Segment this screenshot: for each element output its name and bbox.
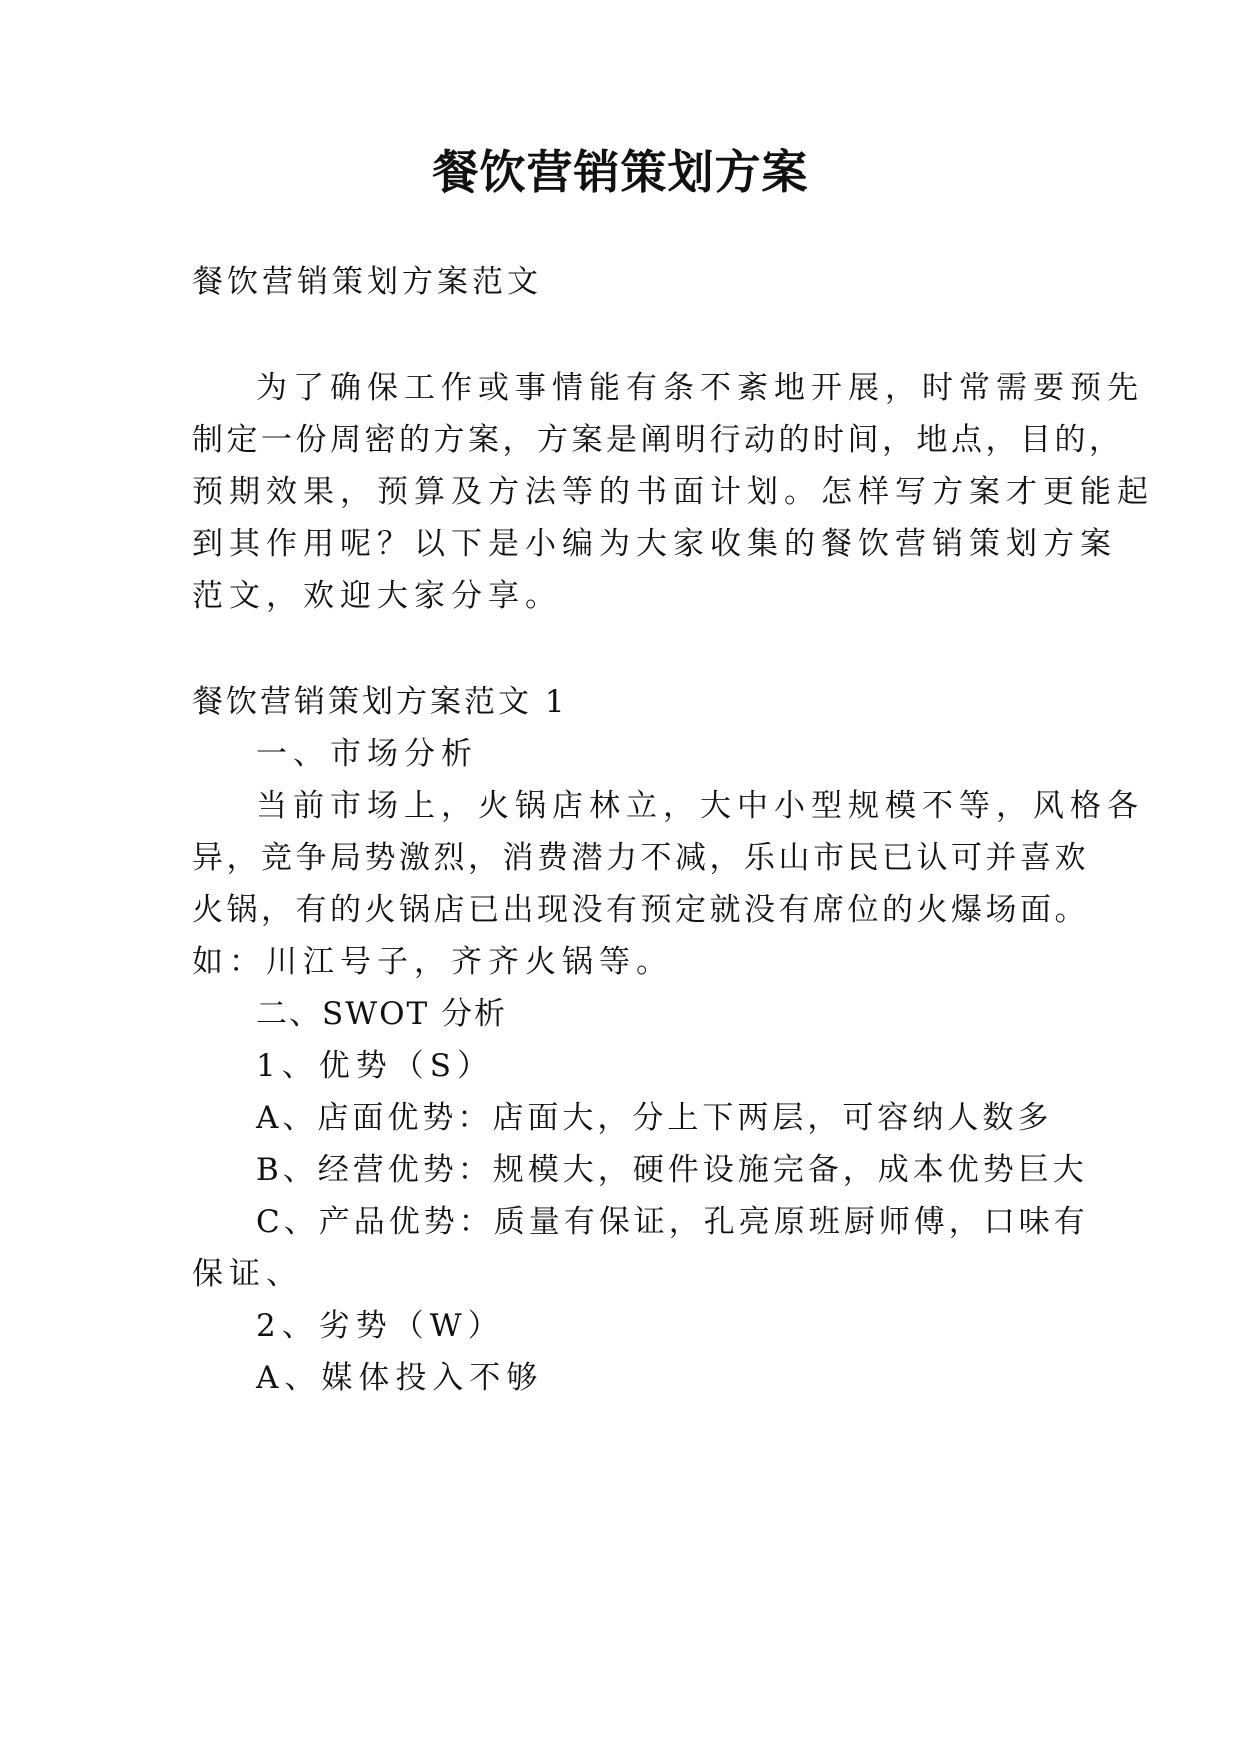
intro-line-4: 到其作用呢？以下是小编为大家收集的餐饮营销策划方案 [192, 526, 1117, 562]
intro-line-1: 为了确保工作或事情能有条不紊地开展，时常需要预先 [256, 370, 1144, 406]
weakness-heading: 2、劣势（W） [256, 1308, 505, 1344]
strength-a: A、店面优势：店面大，分上下两层，可容纳人数多 [256, 1100, 1053, 1136]
market-line-3: 火锅，有的火锅店已出现没有预定就没有席位的火爆场面。 [192, 892, 1089, 928]
intro-line-2: 制定一份周密的方案，方案是阐明行动的时间，地点，目的， [192, 422, 1124, 458]
strength-heading: 1、优势（S） [256, 1048, 494, 1084]
document-subtitle: 餐饮营销策划方案范文 [192, 264, 542, 300]
strength-c-line-1: C、产品优势：质量有保证，孔亮原班厨师傅，口味有 [256, 1204, 1089, 1240]
market-heading: 一、市场分析 [256, 736, 478, 772]
intro-line-5: 范文，欢迎大家分享。 [192, 578, 562, 614]
strength-c-line-2: 保证、 [192, 1256, 303, 1292]
intro-line-3: 预期效果，预算及方法等的书面计划。怎样写方案才更能起 [192, 474, 1154, 510]
swot-heading: 二、SWOT 分析 [256, 996, 508, 1032]
market-line-4: 如：川江号子，齐齐火锅等。 [192, 944, 673, 980]
market-line-2: 异，竞争局势激烈，消费潜力不减，乐山市民已认可并喜欢 [192, 840, 1089, 876]
weakness-a: A、媒体投入不够 [256, 1360, 544, 1396]
section1-heading: 餐饮营销策划方案范文 1 [192, 684, 568, 720]
market-line-1: 当前市场上，火锅店林立，大中小型规模不等，风格各 [256, 788, 1144, 824]
document-title: 餐饮营销策划方案 [432, 145, 809, 199]
strength-b: B、经营优势：规模大，硬件设施完备，成本优势巨大 [256, 1152, 1088, 1188]
